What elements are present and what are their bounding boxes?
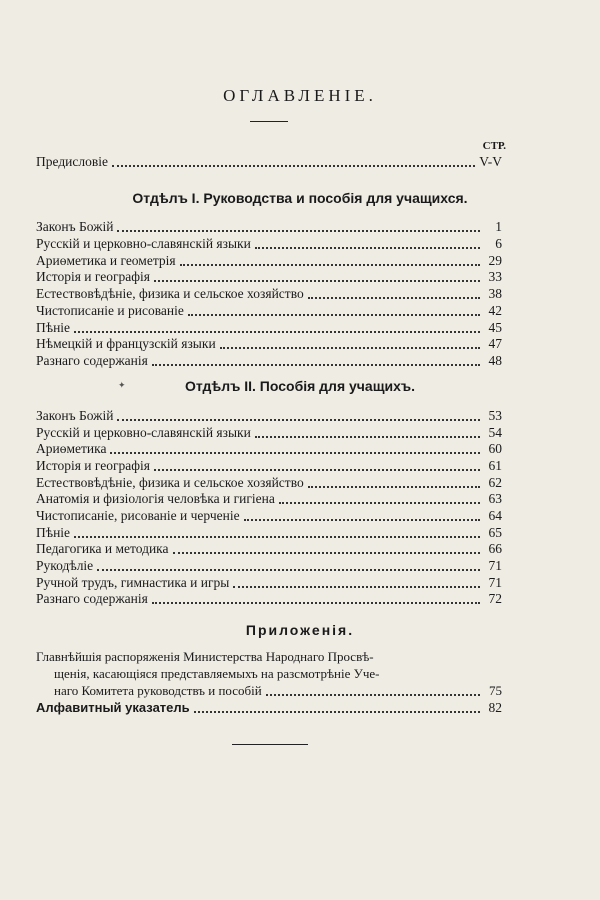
toc-entry-page: 53 [488,408,502,423]
toc-entry [36,336,502,352]
toc-entry-page: 45 [488,320,502,335]
toc-entry-label: Русскій и церковно-славянскій языки [36,425,251,440]
section-2-heading: Отдѣлъ II. Пособія для учащихъ. [184,378,416,394]
toc-entry [36,441,502,457]
toc-entry-page: 72 [488,591,502,606]
dot-leader [188,303,480,316]
toc-entry [36,575,502,591]
toc-entry-page: 47 [488,336,502,351]
toc-entry [36,320,502,336]
toc-entry-page: 29 [488,253,502,268]
toc-entry-label: Ариѳметика [36,441,107,456]
toc-entry [36,353,502,369]
toc-entry [36,269,502,285]
dot-leader [117,219,480,232]
page-title: ОГЛАВЛЕНІЕ. [223,86,377,105]
toc-entry-label: Пѣніе [36,525,71,540]
toc-entry [36,458,502,474]
page-column-header: СТР. [482,140,506,152]
toc-entry-label: Предисловіе [36,154,109,169]
toc-entry-page: 42 [488,303,502,318]
dot-leader [255,425,480,438]
toc-entry-label: Педагогика и методика [36,541,169,556]
toc-entry [36,508,502,524]
dot-leader [308,286,480,299]
dot-leader [152,591,480,604]
toc-entry [36,525,502,541]
toc-entry-page: 71 [488,558,502,573]
toc-entry-last-line [36,682,502,699]
dot-leader [173,541,480,554]
appendix-heading: Приложенія. [245,622,355,638]
dot-leader [279,491,480,504]
dot-leader [220,336,480,349]
toc-entry [36,219,502,235]
toc-entry-label: Нѣмецкій и французскій языки [36,336,216,351]
dot-leader [308,475,480,488]
dot-leader [194,700,480,713]
toc-entry-preface [36,154,502,170]
toc-entry-directives [36,648,502,699]
toc-entry-page: 38 [488,286,502,301]
dot-leader [154,269,480,282]
toc-entry [36,591,502,607]
ornament-icon: ✦ [118,380,126,390]
toc-entry-label: Исторія и географія [36,269,150,284]
toc-entry-page: 6 [495,236,502,251]
toc-entry [36,475,502,491]
toc-entry [36,541,502,557]
toc-entry-label-line: щенія, касающіяся представляемыхъ на разсмотрѣніе Уче- [54,666,380,681]
toc-entry-page: 82 [488,700,502,715]
toc-entry-page: 61 [488,458,502,473]
toc-entry-page: 60 [488,441,502,456]
toc-entry-label: Чистописаніе и рисованіе [36,303,184,318]
dot-leader [154,458,480,471]
toc-entry [36,236,502,252]
toc-entry [36,491,502,507]
toc-entry-label: Русскій и церковно-славянскій языки [36,236,251,251]
toc-entry-label: Ручной трудъ, гимнастика и игры [36,575,230,590]
closing-divider [232,744,308,745]
toc-entry [36,408,502,424]
toc-entry-label: Исторія и географія [36,458,150,473]
dot-leader [233,575,480,588]
toc-entry-page: 1 [495,219,502,234]
toc-entry-page: 75 [489,683,502,698]
dot-leader [152,353,480,366]
toc-entry [36,253,502,269]
toc-entry-page: 64 [488,508,502,523]
toc-entry-index [36,700,502,716]
dot-leader [117,408,480,421]
toc-entry-label: Законъ Божій [36,408,114,423]
toc-entry-label-line: наго Комитета руководствъ и пособій [54,683,262,698]
toc-entry-page: V-V [479,154,502,169]
toc-entry-label: Анатомія и физіологія человѣка и гигіена [36,491,275,506]
dot-leader [97,558,480,571]
toc-entry-page: 71 [488,575,502,590]
dot-leader [74,320,480,333]
toc-entry-page: 48 [488,353,502,368]
dot-leader [112,154,475,167]
toc-entry-page: 33 [488,269,502,284]
toc-entry [36,425,502,441]
toc-entry-label: Рукодѣліе [36,558,94,573]
dot-leader [255,236,480,249]
dot-leader [74,525,480,538]
toc-entry-label-line: Главнѣйшія распоряженія Министерства Народнаго Просвѣ- [36,649,374,664]
toc-entry-label: Пѣніе [36,320,71,335]
toc-entry-label: Разнаго содержанія [36,353,148,368]
dot-leader [244,508,480,521]
toc-entry [36,303,502,319]
dot-leader [110,441,480,454]
toc-entry-label: Естествовѣдѣніе, физика и сельское хозяйство [36,286,304,301]
toc-entry-label: Алфавитный указатель [36,700,190,715]
toc-entry [36,286,502,302]
toc-entry-label: Чистописаніе, рисованіе и черченіе [36,508,240,523]
section-1-heading: Отдѣлъ I. Руководства и пособія для учащихся. [132,190,468,206]
toc-entry-label: Законъ Божій [36,219,114,234]
dot-leader [266,684,480,696]
title-divider [250,121,288,122]
toc-entry-page: 54 [488,425,502,440]
toc-entry-page: 66 [488,541,502,556]
toc-entry-page: 63 [488,491,502,506]
toc-entry [36,558,502,574]
toc-entry-page: 65 [488,525,502,540]
toc-entry-page: 62 [488,475,502,490]
toc-entry-label: Разнаго содержанія [36,591,148,606]
toc-entry-label: Естествовѣдѣніе, физика и сельское хозяйство [36,475,304,490]
dot-leader [180,253,480,266]
toc-entry-label: Ариѳметика и геометрія [36,253,176,268]
